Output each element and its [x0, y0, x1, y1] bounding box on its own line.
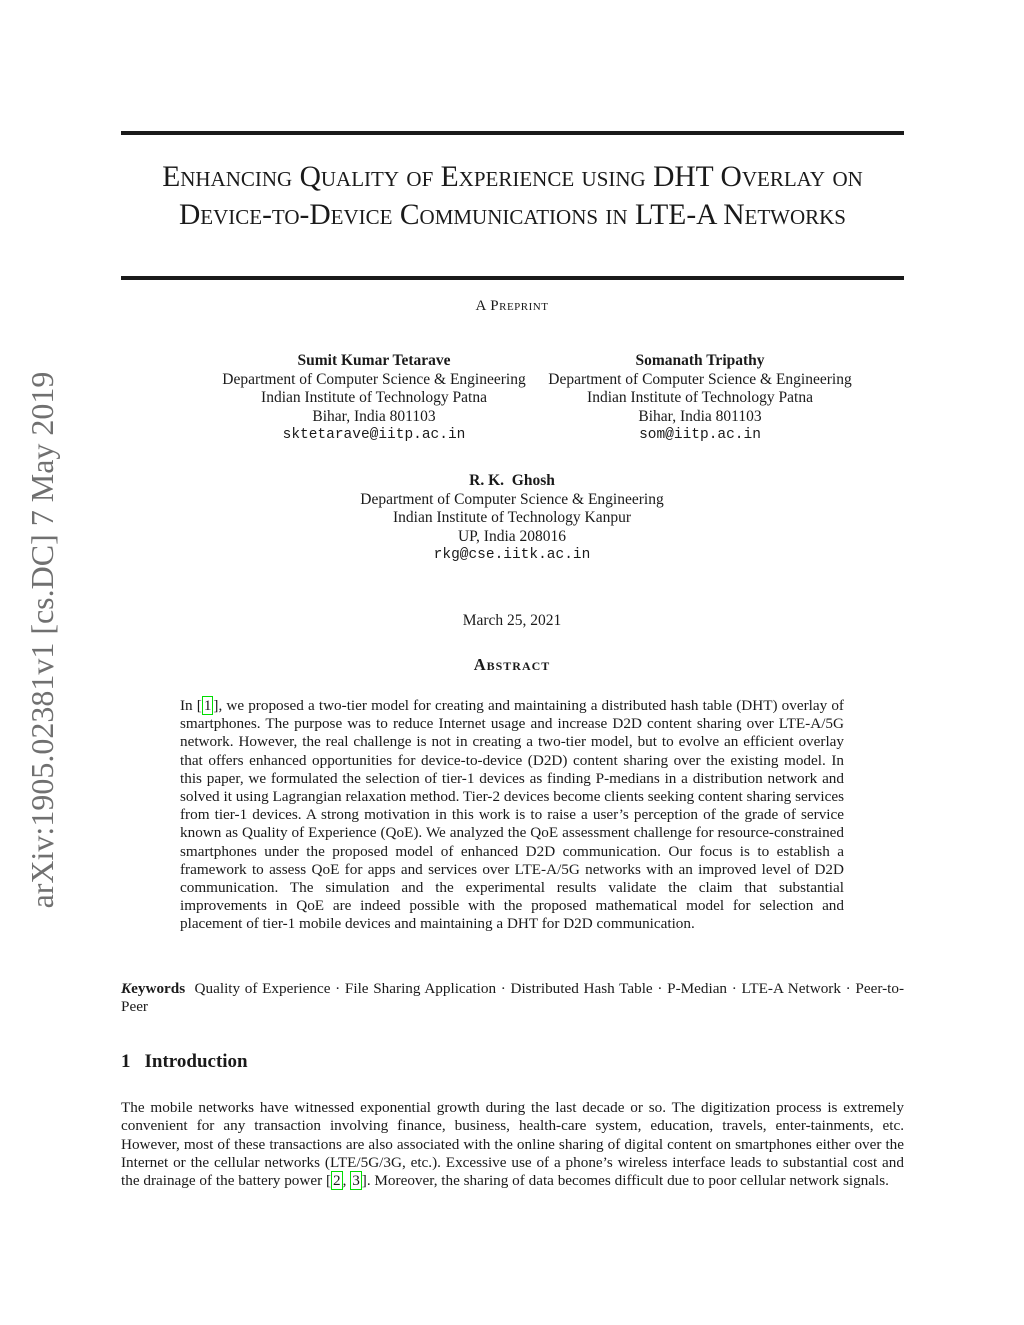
- intro-paragraph: The mobile networks have witnessed exponential growth during the last decade or so. The digitization process is extremely convenient for any transaction involving finance, business, health-care system, education, travels, enter-tainments, etc. However, most of these transactions are also associated with the online sharing of digital content on smartphones either over the Internet or the cellular networks (LTE/5G/3G, etc.). Excessive use of a phone’s wireless interface leads to substantial cost and the drainage of the battery power [ 2 , 3 ]. Moreover, the sharing of data becomes difficult due to poor cellular network signals.: [121, 1099, 904, 1190]
- section-heading: [121, 1051, 248, 1073]
- author-department: Department of Computer Science & Engineering: [360, 490, 664, 508]
- author-name: Somanath Tripathy: [635, 352, 765, 369]
- citation-link[interactable]: 2: [333, 1172, 341, 1190]
- keywords-block: [121, 980, 904, 1016]
- keywords-list: Quality of Experience · File Sharing Application · Distributed Hash Table · P-Median · LTE-A Network · Peer-to-Peer: [121, 980, 905, 1016]
- author-name: R. K. Ghosh: [469, 472, 555, 489]
- title-top-rule: [121, 131, 904, 135]
- title-bottom-rule: [121, 276, 904, 280]
- author-institute: Indian Institute of Technology Patna: [261, 389, 487, 406]
- author-institute: Indian Institute of Technology Kanpur: [393, 509, 631, 526]
- section-number: 1: [121, 1051, 131, 1072]
- abstract-text: ], we proposed a two-tier model for creating and maintaining a distributed hash table (DHT) overlay of smartphones. The purpose was to reduce Internet usage and increase D2D content sharing over LTE-A/5G network. However, the real challenge is not in creating a two-tier model, but to evolve an efficient overlay that offers enhanced opportunities for device-to-device (D2D) content sharing over the existing model. In this paper, we formulated the selection of tier-1 devices as finding P-medians in a distribution network and solved it using Lagrangian relaxation method. Tier-2 devices become clients seeking content sharing services from tier-1 devices. A strong motivation in this work is to raise a user’s perception of the grade of service known as Quality of Experience (QoE). We analyzed the QoE assessment challenge for resource-constrained smartphones under the proposed model of enhanced D2D communication. Our focus is to establish a framework to assess QoE for apps and services over LTE-A/5G networks with an improved level of D2D communication. The simulation and the experimental results validate the claim that substantial improvements in QoE are indeed possible with the proposed mathematical model for selection and placement of tier-1 mobile devices and maintaining a DHT for D2D communication.: [180, 697, 844, 933]
- author-email: sktetarave@iitp.ac.in: [282, 427, 466, 443]
- author-department: Department of Computer Science & Engineering: [222, 370, 526, 388]
- author-address: UP, India 208016: [457, 527, 567, 545]
- author-email: rkg@cse.iitk.ac.in: [433, 547, 591, 563]
- author-address: Bihar, India 801103: [638, 407, 762, 425]
- keywords-label: Keywords: [121, 980, 186, 997]
- abstract-prefix: In [: [180, 697, 202, 714]
- preprint-label: A Preprint: [475, 298, 549, 314]
- author-name: Sumit Kumar Tetarave: [297, 352, 451, 369]
- section-title: Introduction: [144, 1051, 248, 1072]
- paper-title: Enhancing Quality of Experience using DHT Overlay on Device-to-Device Communications in LTE-A Networks: [162, 161, 863, 231]
- citation-link[interactable]: 1: [203, 697, 212, 714]
- author-address: Bihar, India 801103: [312, 407, 436, 425]
- author-block: [507, 352, 893, 445]
- author-department: Department of Computer Science & Engineering: [548, 370, 852, 388]
- citation-link[interactable]: 3: [352, 1172, 360, 1190]
- author-block: [262, 472, 762, 565]
- abstract-body: [180, 697, 844, 934]
- author-institute: Indian Institute of Technology Patna: [587, 389, 813, 406]
- paper-date: March 25, 2021: [462, 612, 562, 629]
- abstract-heading: Abstract: [473, 655, 551, 674]
- arxiv-side-stamp: arXiv:1905.02381v1 [cs.DC] 7 May 2019: [24, 371, 60, 909]
- author-email: som@iitp.ac.in: [639, 427, 761, 443]
